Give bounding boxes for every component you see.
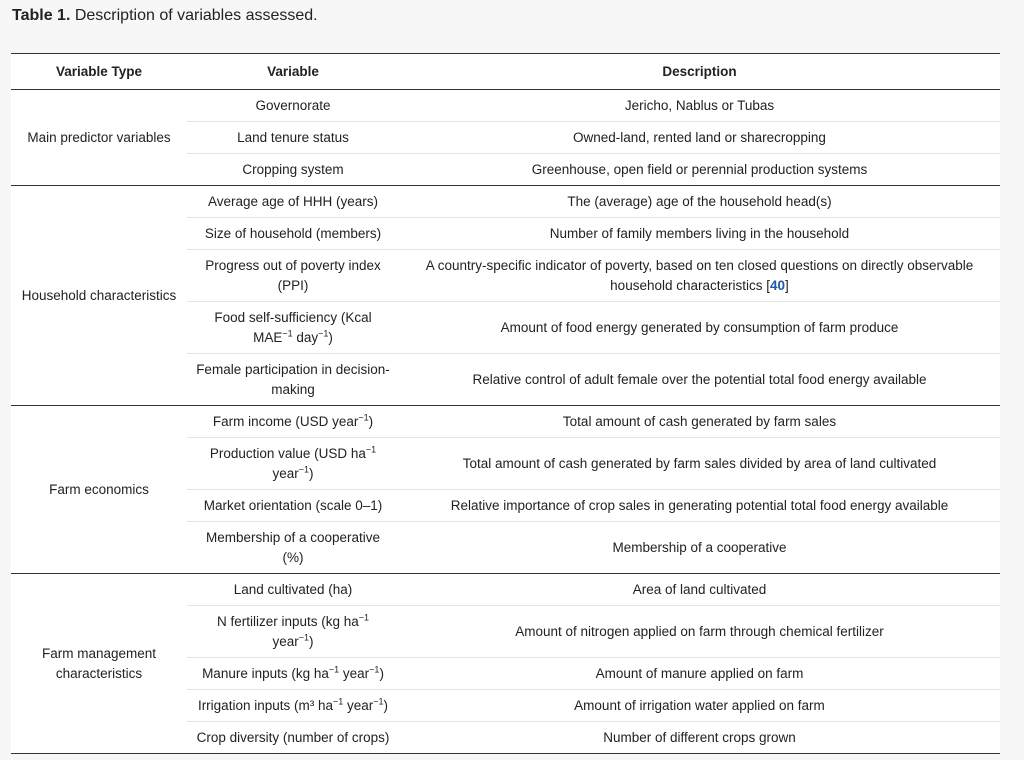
description-text-end: ] bbox=[785, 277, 789, 293]
description-cell: Jericho, Nablus or Tubas bbox=[399, 90, 1000, 122]
exponent: −1 bbox=[282, 328, 293, 338]
variable-cell: Land cultivated (ha) bbox=[187, 574, 399, 606]
variable-cell: Progress out of poverty index (PPI) bbox=[187, 250, 399, 302]
variable-cell: Size of household (members) bbox=[187, 218, 399, 250]
description-cell bbox=[399, 250, 1000, 302]
description-cell: Number of family members living in the household bbox=[399, 218, 1000, 250]
table-row bbox=[11, 574, 1000, 606]
variable-cell: Governorate bbox=[187, 90, 399, 122]
exponent: −1 bbox=[369, 664, 380, 674]
exponent: −1 bbox=[358, 612, 370, 622]
description-text: A country-specific indicator of poverty, based on ten closed questions on directly observable household characteristics [ bbox=[425, 257, 974, 293]
header-variable: Variable bbox=[187, 54, 399, 90]
description-cell: Owned-land, rented land or sharecropping bbox=[399, 122, 1000, 154]
table-row bbox=[11, 406, 1000, 438]
exponent: −1 bbox=[365, 444, 377, 454]
variable-cell: Market orientation (scale 0–1) bbox=[187, 490, 399, 522]
description-cell: Area of land cultivated bbox=[399, 574, 1000, 606]
table-caption bbox=[12, 7, 318, 25]
description-cell: Total amount of cash generated by farm sales divided by area of land cultivated bbox=[399, 438, 1000, 490]
variable-cell: Female participation in decision-making bbox=[187, 354, 399, 406]
exponent: −1 bbox=[318, 328, 329, 338]
variable-cell: Average age of HHH (years) bbox=[187, 186, 399, 218]
table-header-row bbox=[11, 54, 1000, 90]
variable-type-cell: Farm management characteristics bbox=[11, 574, 187, 754]
variable-cell: Production value (USD $ha^{-1}$ year$^{-1}$) bbox=[187, 438, 399, 490]
description-cell: Amount of manure applied on farm bbox=[399, 658, 1000, 690]
description-cell: Amount of food energy generated by consumption of farm produce bbox=[399, 302, 1000, 354]
variable-cell: Farm income (USD year$^{-1}$) bbox=[187, 406, 399, 438]
description-cell: Amount of nitrogen applied on farm through chemical fertilizer bbox=[399, 606, 1000, 658]
variables-table-container bbox=[11, 53, 1000, 754]
reference-link-40[interactable]: 40 bbox=[770, 277, 786, 293]
exponent: −1 bbox=[373, 696, 384, 706]
variable-cell: Land tenure status bbox=[187, 122, 399, 154]
description-cell: Greenhouse, open field or perennial production systems bbox=[399, 154, 1000, 186]
exponent: −1 bbox=[333, 696, 344, 706]
variable-cell: Membership of a cooperative (%) bbox=[187, 522, 399, 574]
header-description: Description bbox=[399, 54, 1000, 90]
description-cell: Membership of a cooperative bbox=[399, 522, 1000, 574]
variable-type-cell: Main predictor variables bbox=[11, 90, 187, 186]
variable-cell: Crop diversity (number of crops) bbox=[187, 722, 399, 754]
exponent: −1 bbox=[358, 412, 369, 422]
exponent: −1 bbox=[298, 632, 310, 642]
exponent: −1 bbox=[298, 464, 310, 474]
variables-table bbox=[11, 53, 1000, 754]
variable-cell: Cropping system bbox=[187, 154, 399, 186]
exponent: −1 bbox=[328, 664, 340, 674]
description-cell: Relative control of adult female over the potential total food energy available bbox=[399, 354, 1000, 406]
table-row bbox=[11, 90, 1000, 122]
description-cell: Number of different crops grown bbox=[399, 722, 1000, 754]
table-caption-label: Table 1. bbox=[12, 7, 71, 24]
variable-type-cell: Household characteristics bbox=[11, 186, 187, 406]
description-cell: Total amount of cash generated by farm sales bbox=[399, 406, 1000, 438]
variable-type-cell: Farm economics bbox=[11, 406, 187, 574]
header-variable-type: Variable Type bbox=[11, 54, 187, 90]
table-caption-text: Description of variables assessed. bbox=[70, 7, 318, 24]
description-cell: Amount of irrigation water applied on farm bbox=[399, 690, 1000, 722]
description-cell: Relative importance of crop sales in generating potential total food energy available bbox=[399, 490, 1000, 522]
description-cell: The (average) age of the household head(s) bbox=[399, 186, 1000, 218]
variable-cell: N fertilizer inputs (kg $ha^{-1}$ year$^{-1}$) bbox=[187, 606, 399, 658]
variable-cell: Irrigation inputs (m³ $ha^{-1}$ year$^{-1}$) bbox=[187, 690, 399, 722]
table-row bbox=[11, 186, 1000, 218]
variable-cell: Food self-sufficiency (Kcal $MAE^{-1}$ day$^{-1}$) bbox=[187, 302, 399, 354]
variable-cell: Manure inputs (kg $ha^{-1}$ year$^{-1}$) bbox=[187, 658, 399, 690]
